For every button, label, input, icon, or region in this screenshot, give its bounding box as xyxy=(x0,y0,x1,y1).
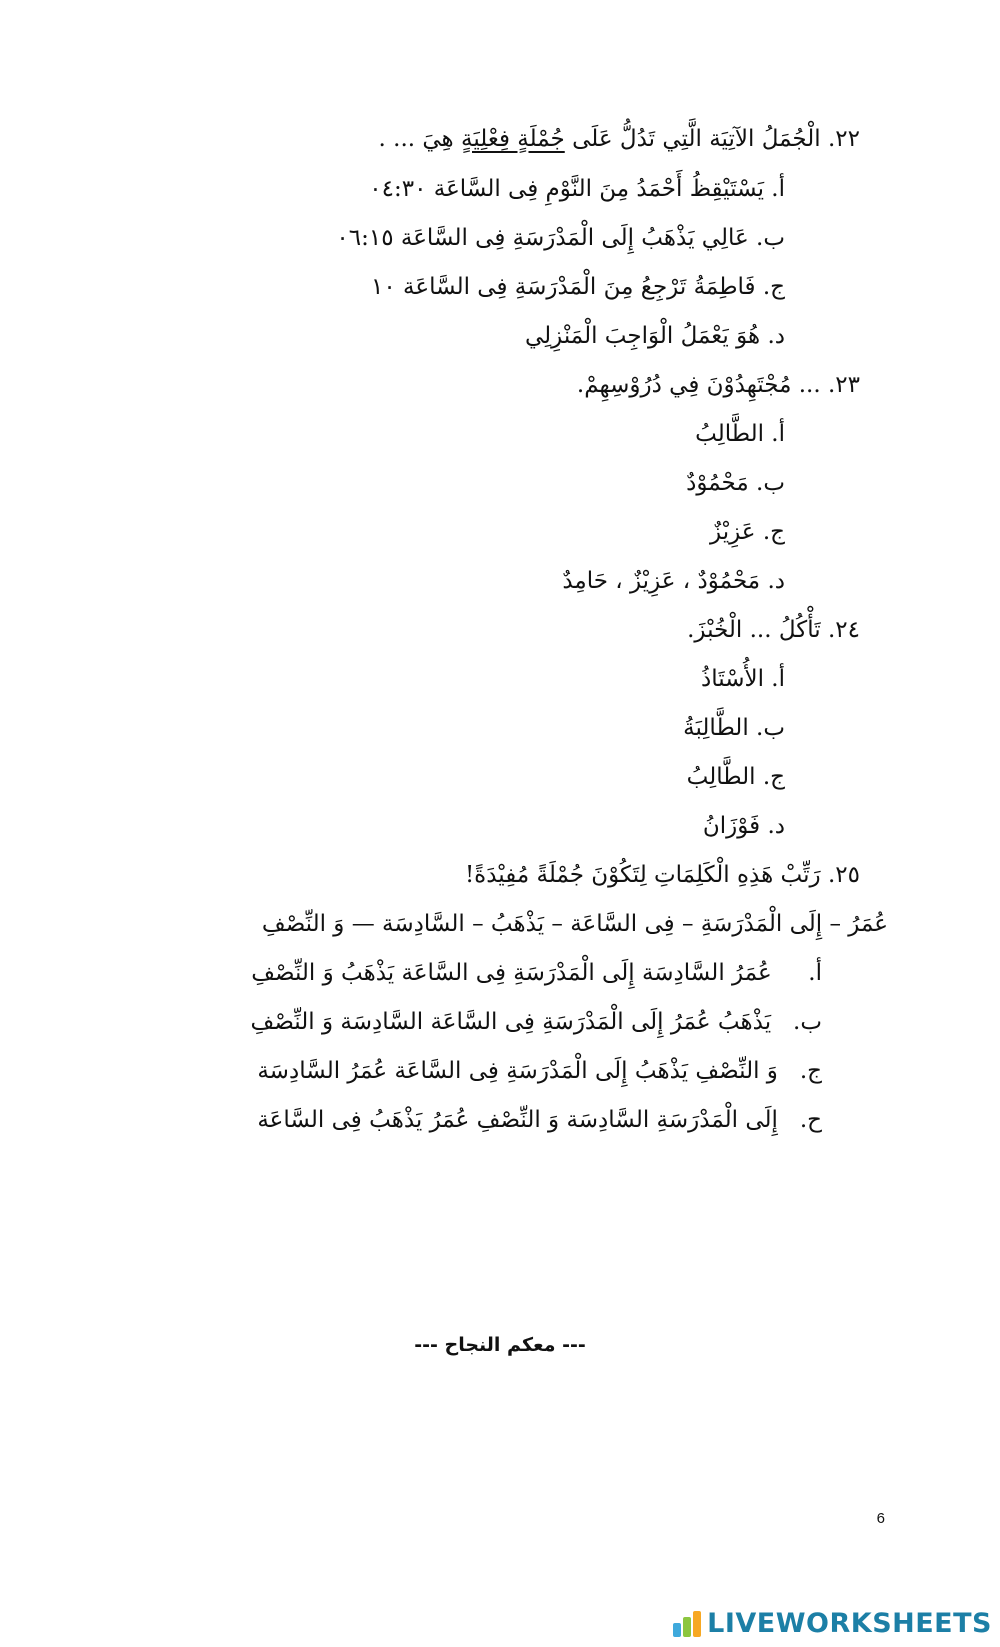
option-text: الطَّالِبُ xyxy=(686,764,756,790)
watermark-text: LIVEWORKSHEETS xyxy=(707,1608,992,1639)
question-25-option-b[interactable] xyxy=(251,1011,822,1034)
option-time: ٠٦:١٥ xyxy=(336,225,394,251)
option-text: عَالِي يَذْهَبُ إِلَى الْمَدْرَسَةِ فِى السَّاعَة xyxy=(400,225,749,251)
question-text: رَتِّبْ هَذِهِ الْكَلِمَاتِ لِتَكُوْنَ جُمْلَةً مُفِيْدَةً! xyxy=(464,862,821,888)
option-text: عَزِيْزٌ xyxy=(710,519,756,545)
option-text: الطَّالِبُ xyxy=(695,421,764,447)
option-label: أ. xyxy=(771,176,785,202)
option-label: ج. xyxy=(762,519,785,545)
liveworksheets-watermark[interactable] xyxy=(673,1608,992,1639)
question-text-suffix: هِيَ ... . xyxy=(378,126,454,152)
question-24-option-c[interactable] xyxy=(687,766,785,789)
question-25-word-list: عُمَرُ – إِلَى الْمَدْرَسَةِ – فِى السَّاعَة – يَذْهَبُ – السَّادِسَة — وَ النِّصْفِ xyxy=(261,911,888,937)
option-text: الطَّالِبَةُ xyxy=(683,715,749,741)
option-text: هُوَ يَعْمَلُ الْوَاجِبَ الْمَنْزِلِي xyxy=(524,323,761,349)
question-24 xyxy=(687,619,860,642)
question-number: ٢٥. xyxy=(827,862,860,888)
option-label: ح. xyxy=(799,1107,822,1133)
question-text: تَأْكُلُ ... الْخُبْزَ. xyxy=(687,617,821,643)
question-25-option-c[interactable] xyxy=(257,1060,822,1083)
option-text: يَسْتَيْقِظُ أَحْمَدُ مِنَ النَّوْمِ فِى السَّاعَة xyxy=(433,176,764,202)
question-23-option-b[interactable] xyxy=(686,472,785,495)
option-text: مَحْمُوْدٌ ، عَزِيْزٌ ، حَامِدٌ xyxy=(562,568,761,594)
option-label: ب. xyxy=(756,715,785,741)
question-25 xyxy=(465,864,860,887)
option-time: ٠٤:٣٠ xyxy=(369,176,427,202)
option-time: ١٠ xyxy=(370,274,396,300)
liveworksheets-logo-icon xyxy=(673,1611,701,1637)
option-label: أ. xyxy=(771,421,785,447)
question-number: ٢٢. xyxy=(827,126,860,152)
question-text: ... مُجْتَهِدُوْنَ فِي دُرُوْسِهِمْ. xyxy=(576,372,821,398)
question-24-option-a[interactable] xyxy=(701,668,785,691)
option-label: ج. xyxy=(762,274,785,300)
question-text-prefix: الْجُمَلُ الآتِيَة الَّتِي تَدُلُّ عَلَى xyxy=(572,126,821,152)
option-label: ج. xyxy=(762,764,785,790)
option-label: د. xyxy=(767,568,785,594)
option-label: أ. xyxy=(808,960,822,986)
question-text-underlined: جُمْلَةٍ فِعْلِيَةٍ xyxy=(461,126,565,152)
option-text: وَ النِّصْفِ يَذْهَبُ إِلَى الْمَدْرَسَةِ فِى السَّاعَة عُمَرُ السَّادِسَة xyxy=(257,1058,778,1084)
option-label: ب. xyxy=(756,225,785,251)
option-label: أ. xyxy=(771,666,785,692)
option-label: ب. xyxy=(793,1009,822,1035)
option-label: د. xyxy=(767,323,785,349)
option-text: إِلَى الْمَدْرَسَةِ السَّادِسَة وَ النِّصْفِ عُمَرُ يَذْهَبُ فِى السَّاعَة xyxy=(257,1107,778,1133)
footer-message: --- معكم النجاح --- xyxy=(414,1334,586,1356)
option-text: يَذْهَبُ عُمَرُ إِلَى الْمَدْرَسَةِ فِى السَّاعَة السَّادِسَة وَ النِّصْفِ xyxy=(250,1009,772,1035)
question-23-option-d[interactable] xyxy=(562,570,785,593)
option-label: ب. xyxy=(756,470,785,496)
question-23 xyxy=(577,374,860,397)
question-23-option-a[interactable] xyxy=(695,423,785,446)
question-22-option-d[interactable] xyxy=(525,325,785,348)
question-22-option-c[interactable] xyxy=(371,276,785,299)
question-22 xyxy=(379,128,860,151)
question-24-option-d[interactable] xyxy=(703,815,785,838)
option-text: الأُسْتَاذُ xyxy=(701,666,764,692)
page-number: 6 xyxy=(876,1510,885,1527)
question-number: ٢٣. xyxy=(827,372,860,398)
question-25-option-a[interactable] xyxy=(251,962,822,985)
option-text: عُمَرُ السَّادِسَة إِلَى الْمَدْرَسَةِ فِى السَّاعَة يَذْهَبُ وَ النِّصْفِ xyxy=(251,960,772,986)
question-23-option-c[interactable] xyxy=(710,521,785,544)
option-label: د. xyxy=(767,813,785,839)
option-label: ج. xyxy=(799,1058,822,1084)
question-22-option-a[interactable] xyxy=(369,178,785,201)
question-25-option-h[interactable] xyxy=(257,1109,822,1132)
question-number: ٢٤. xyxy=(827,617,860,643)
question-22-option-b[interactable] xyxy=(336,227,785,250)
option-text: فَوْزَانُ xyxy=(702,813,761,839)
question-24-option-b[interactable] xyxy=(683,717,785,740)
option-text: مَحْمُوْدٌ xyxy=(686,470,749,496)
option-text: فَاطِمَةُ تَرْجِعُ مِنَ الْمَدْرَسَةِ فِى السَّاعَة xyxy=(403,274,756,300)
